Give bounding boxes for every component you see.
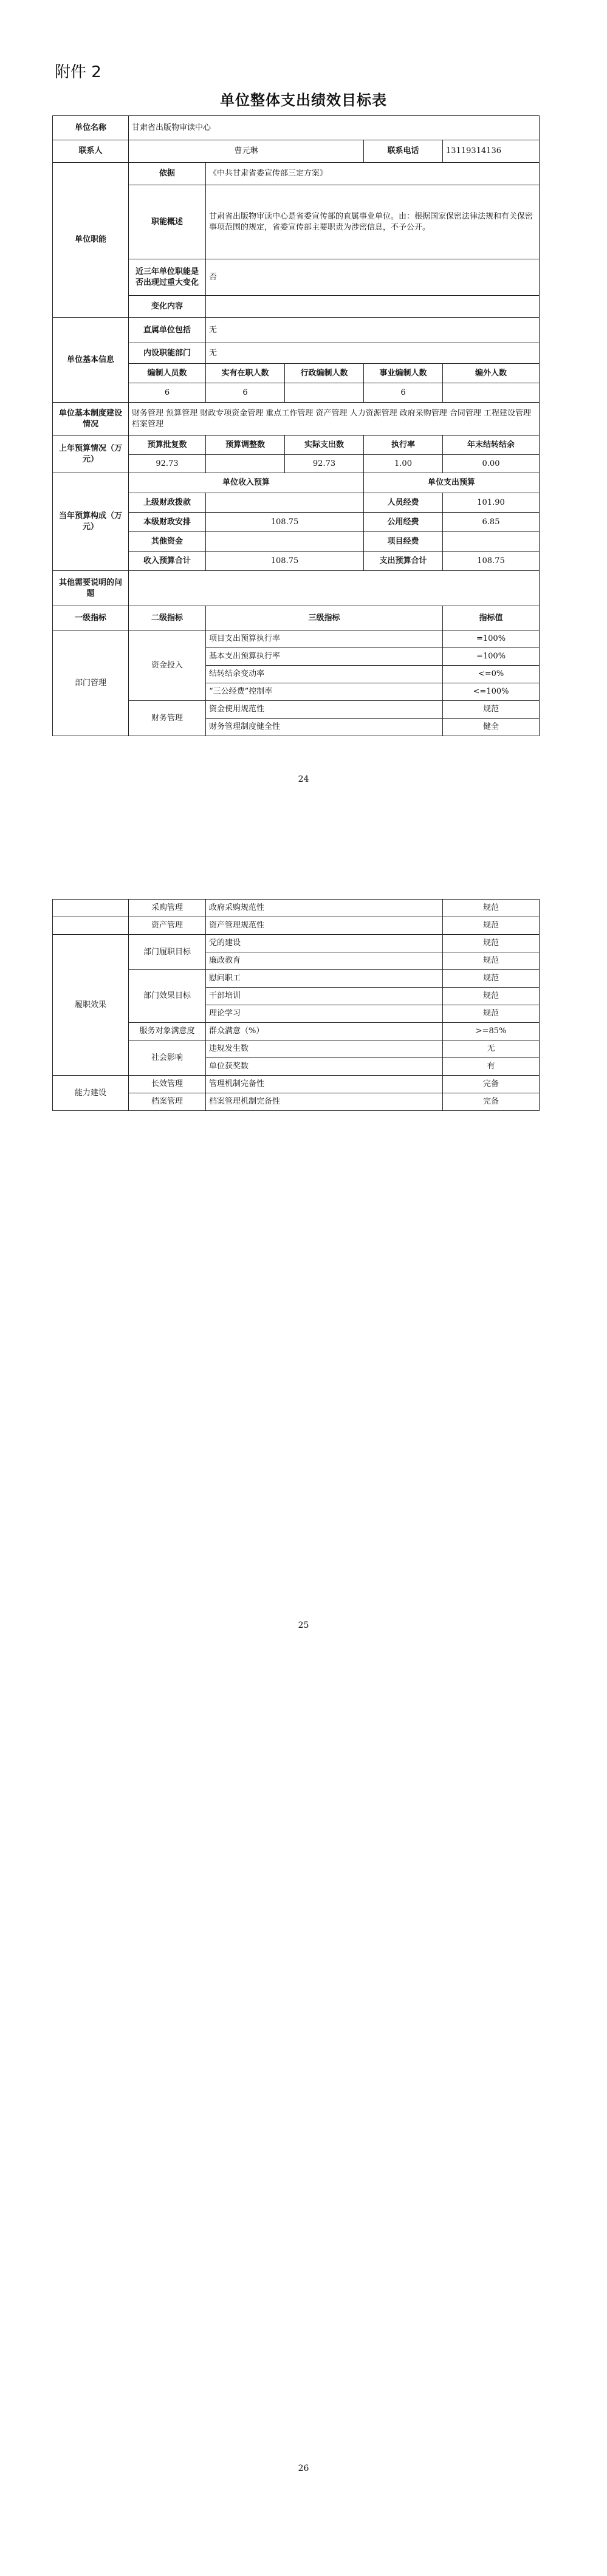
- basis-value: 《中共甘肃省委宣传部三定方案》: [206, 163, 540, 185]
- performance-table-page1: [52, 115, 540, 736]
- indicator-header-value: 指标值: [443, 606, 540, 630]
- level2-duty-goal: 部门履职目标: [129, 935, 206, 970]
- level2-finance-management: 财务管理: [129, 701, 206, 736]
- basis-label: 依据: [129, 163, 206, 185]
- indicator-value: 完备: [443, 1076, 540, 1093]
- income-item-value: [206, 532, 364, 552]
- prev-budget-header: 执行率: [364, 436, 443, 455]
- level2-indicator: 档案管理: [129, 1093, 206, 1111]
- level3-indicator: 违规发生数: [206, 1040, 443, 1058]
- system-value: 财务管理 预算管理 财政专项资金管理 重点工作管理 资产管理 人力资源管理 政府采购管理 合同管理 工程建设管理 档案管理: [129, 403, 540, 436]
- level3-indicator: 资金使用规范性: [206, 701, 443, 719]
- phone-value: 13119314136: [443, 140, 540, 163]
- expense-item-value: [443, 532, 540, 552]
- page-number: 26: [298, 2464, 309, 2473]
- income-item-label: 上级财政拨款: [129, 493, 206, 513]
- level3-indicator: 廉政教育: [206, 952, 443, 970]
- indicator-header-level1: 一级指标: [53, 606, 129, 630]
- indicator-value: 无: [443, 1040, 540, 1058]
- indicator-value: 完备: [443, 1093, 540, 1111]
- level3-indicator: 单位获奖数: [206, 1058, 443, 1076]
- document-title: 单位整体支出绩效目标表: [220, 92, 387, 109]
- indicator-value: 规范: [443, 1005, 540, 1023]
- level2-fund-input: 资金投入: [129, 630, 206, 701]
- indicator-value: 规范: [443, 900, 540, 917]
- indicator-value: =100%: [443, 648, 540, 666]
- indicator-header-level3: 三级指标: [206, 606, 443, 630]
- change-question-label: 近三年单位职能是否出现过重大变化: [129, 259, 206, 296]
- change-content-label: 变化内容: [129, 296, 206, 318]
- staff-value: [285, 383, 364, 403]
- income-item-value: 108.75: [206, 552, 364, 571]
- expense-item-label: 公用经费: [364, 513, 443, 532]
- level3-indicator: 群众满意（%）: [206, 1023, 443, 1040]
- contact-label: 联系人: [53, 140, 129, 163]
- unit-name-label: 单位名称: [53, 116, 129, 140]
- prev-budget-header: 预算批复数: [129, 436, 206, 455]
- level2-indicator: 资产管理: [129, 917, 206, 935]
- change-question-value: 否: [206, 259, 540, 296]
- expense-item-label: 项目经费: [364, 532, 443, 552]
- staff-header: 行政编制人数: [285, 364, 364, 383]
- staff-value: 6: [206, 383, 285, 403]
- prev-budget-header: 年末结转结余: [443, 436, 540, 455]
- other-notes-value: [129, 571, 540, 606]
- unit-duty-label: 单位职能: [53, 163, 129, 318]
- prev-budget-value: 92.73: [129, 455, 206, 473]
- expense-item-value: 101.90: [443, 493, 540, 513]
- performance-table-page2: [52, 899, 540, 1111]
- contact-value: 曹元琳: [129, 140, 364, 163]
- level1-continued: [53, 900, 129, 917]
- staff-value: 6: [129, 383, 206, 403]
- level3-indicator: 财务管理制度健全性: [206, 719, 443, 736]
- income-item-label: 其他资金: [129, 532, 206, 552]
- level3-indicator: 干部培训: [206, 988, 443, 1005]
- staff-value: 6: [364, 383, 443, 403]
- overview-value: 甘肃省出版物审读中心是省委宣传部的直属事业单位。由：根据国家保密法律法规和有关保密事项范围的规定，省委宣传部主要职责为涉密信息，不予公开。: [206, 185, 540, 259]
- page-number: 25: [298, 1621, 309, 1630]
- level3-indicator: 党的建设: [206, 935, 443, 952]
- staff-header: 编制人员数: [129, 364, 206, 383]
- prev-budget-header: 预算调整数: [206, 436, 285, 455]
- prev-budget-value: [206, 455, 285, 473]
- departments-value: 无: [206, 343, 540, 364]
- prev-budget-value: 92.73: [285, 455, 364, 473]
- phone-label: 联系电话: [364, 140, 443, 163]
- level1-continued: [53, 917, 129, 935]
- basic-info-label: 单位基本信息: [53, 318, 129, 403]
- level3-indicator: 档案管理机制完备性: [206, 1093, 443, 1111]
- unit-name-value: 甘肃省出版物审读中心: [129, 116, 540, 140]
- indicator-value: 规范: [443, 988, 540, 1005]
- departments-label: 内设职能部门: [129, 343, 206, 364]
- indicator-value: 规范: [443, 952, 540, 970]
- subunits-value: 无: [206, 318, 540, 343]
- system-label: 单位基本制度建设情况: [53, 403, 129, 436]
- staff-header: 事业编制人数: [364, 364, 443, 383]
- attachment-label: 附件 2: [55, 63, 101, 81]
- staff-value: [443, 383, 540, 403]
- current-budget-label: 当年预算构成（万元）: [53, 473, 129, 571]
- income-item-value: [206, 493, 364, 513]
- change-content-value: [206, 296, 540, 318]
- other-notes-label: 其他需要说明的问题: [53, 571, 129, 606]
- prev-budget-label: 上年预算情况（万元）: [53, 436, 129, 473]
- indicator-value: 规范: [443, 935, 540, 952]
- level2-satisfaction: 服务对象满意度: [129, 1023, 206, 1040]
- subunits-label: 直属单位包括: [129, 318, 206, 343]
- staff-header: 实有在职人数: [206, 364, 285, 383]
- prev-budget-header: 实际支出数: [285, 436, 364, 455]
- income-item-label: 本级财政安排: [129, 513, 206, 532]
- indicator-value: 规范: [443, 917, 540, 935]
- level2-social-impact: 社会影响: [129, 1040, 206, 1076]
- page-number: 24: [298, 774, 309, 784]
- level3-indicator: 项目支出预算执行率: [206, 630, 443, 648]
- indicator-value: 有: [443, 1058, 540, 1076]
- level1-dept-management: 部门管理: [53, 630, 129, 736]
- expense-item-value: 108.75: [443, 552, 540, 571]
- indicator-value: <=0%: [443, 666, 540, 683]
- level3-indicator: 结转结余变动率: [206, 666, 443, 683]
- level3-indicator: 资产管理规范性: [206, 917, 443, 935]
- level3-indicator: 慰问职工: [206, 970, 443, 988]
- level2-indicator: 长效管理: [129, 1076, 206, 1093]
- expense-item-value: 6.85: [443, 513, 540, 532]
- expense-budget-header: 单位支出预算: [364, 473, 540, 493]
- income-item-value: 108.75: [206, 513, 364, 532]
- level2-indicator: 采购管理: [129, 900, 206, 917]
- income-item-label: 收入预算合计: [129, 552, 206, 571]
- indicator-value: 健全: [443, 719, 540, 736]
- indicator-value: >=85%: [443, 1023, 540, 1040]
- level3-indicator: 理论学习: [206, 1005, 443, 1023]
- prev-budget-value: 0.00: [443, 455, 540, 473]
- level2-effect-goal: 部门效果目标: [129, 970, 206, 1023]
- income-budget-header: 单位收入预算: [129, 473, 364, 493]
- level1-performance-effect: 履职效果: [53, 935, 129, 1076]
- level3-indicator: 政府采购规范性: [206, 900, 443, 917]
- level1-capacity-building: 能力建设: [53, 1076, 129, 1111]
- indicator-value: <=100%: [443, 683, 540, 701]
- indicator-header-level2: 二级指标: [129, 606, 206, 630]
- level3-indicator: “三公经费”控制率: [206, 683, 443, 701]
- indicator-value: =100%: [443, 630, 540, 648]
- prev-budget-value: 1.00: [364, 455, 443, 473]
- indicator-value: 规范: [443, 701, 540, 719]
- overview-label: 职能概述: [129, 185, 206, 259]
- indicator-value: 规范: [443, 970, 540, 988]
- staff-header: 编外人数: [443, 364, 540, 383]
- expense-item-label: 支出预算合计: [364, 552, 443, 571]
- level3-indicator: 管理机制完备性: [206, 1076, 443, 1093]
- expense-item-label: 人员经费: [364, 493, 443, 513]
- level3-indicator: 基本支出预算执行率: [206, 648, 443, 666]
